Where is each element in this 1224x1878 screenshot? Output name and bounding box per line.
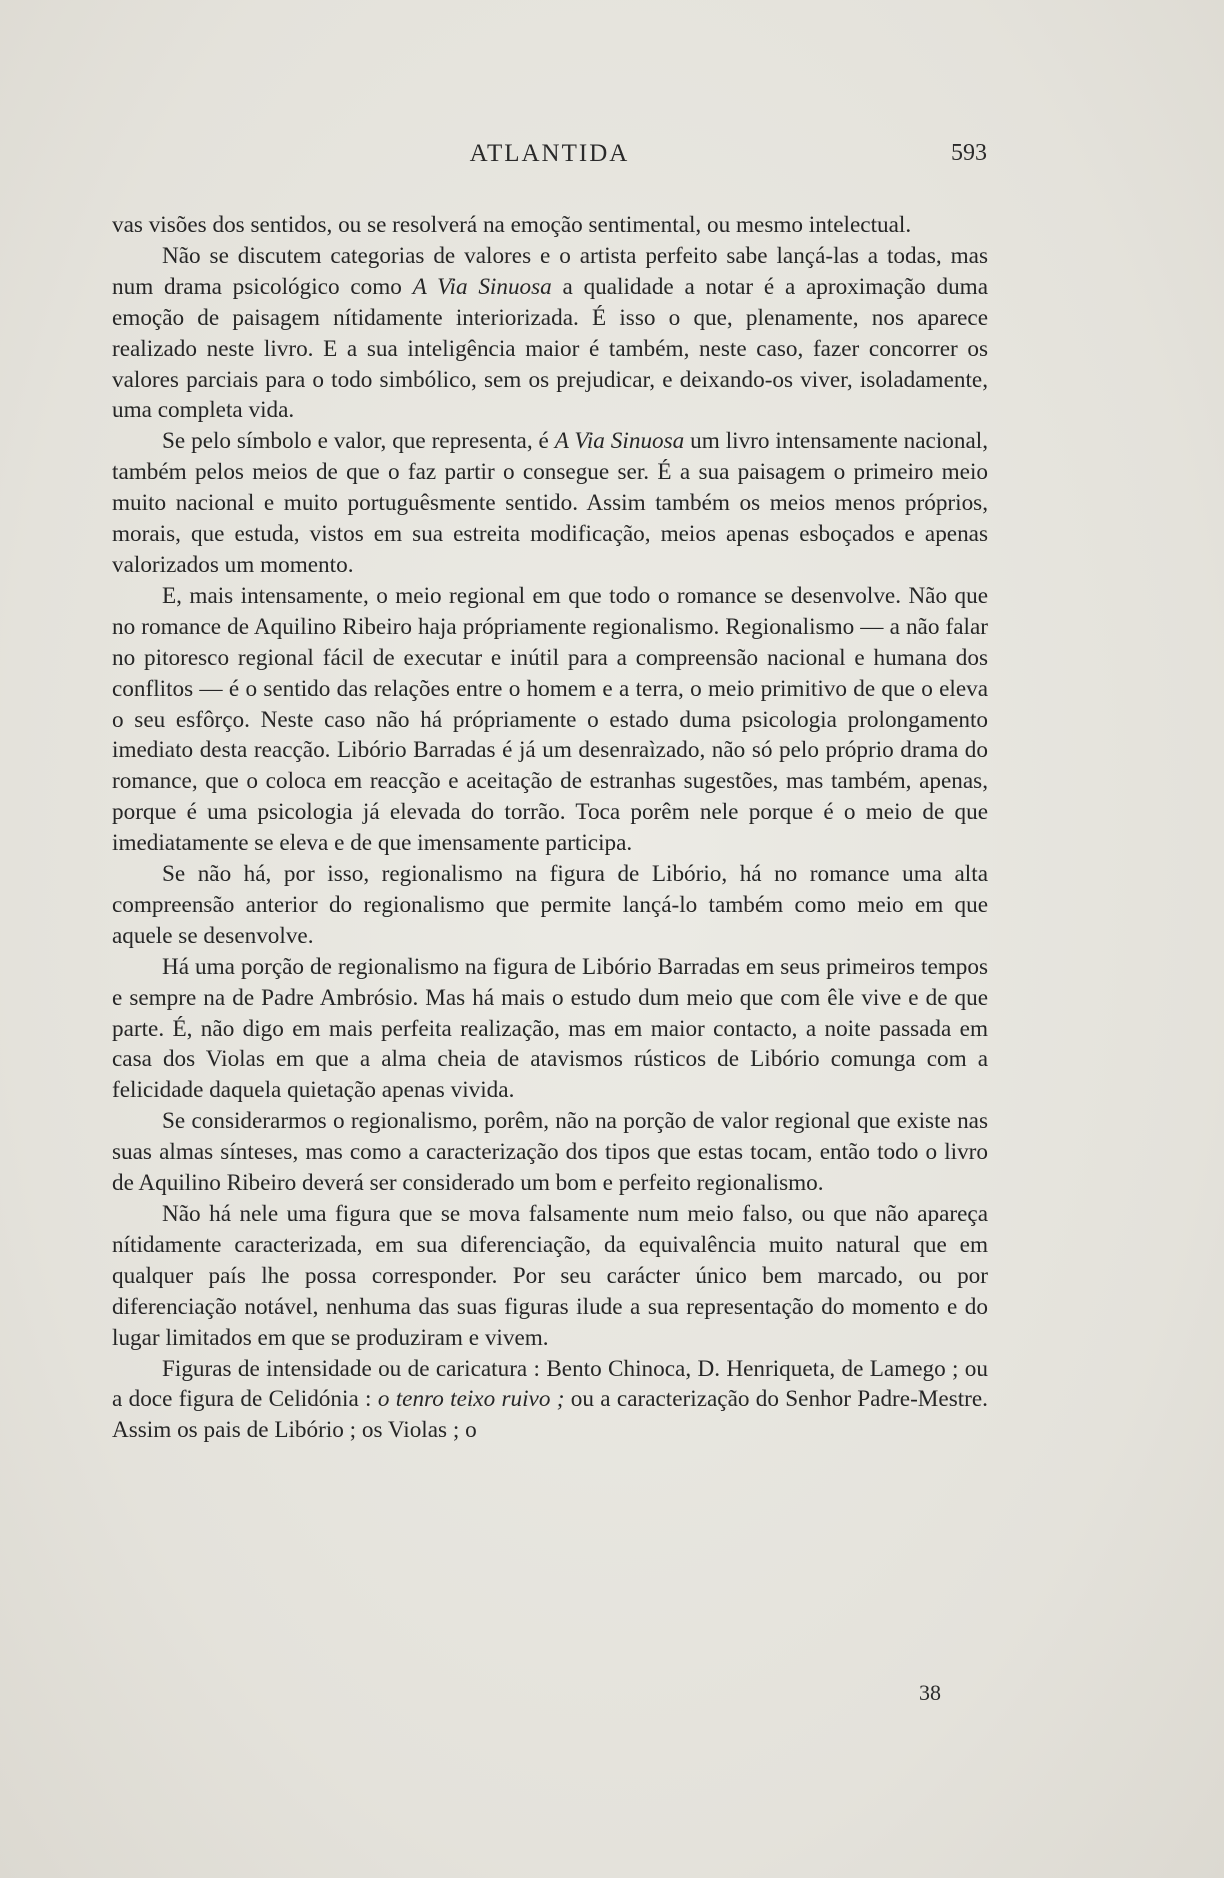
- paragraph: [112, 210, 988, 241]
- paragraph: [112, 1199, 988, 1354]
- book-title: A Via Sinuosa: [554, 428, 685, 455]
- paragraph-text: vas visões dos sentidos, ou se resolverá na emoção sentimental, ou mesmo intelectual.: [112, 212, 912, 238]
- paragraph-text: Não há nele uma figura que se mova falsamente num meio falso, ou que não apareça nítidamente caracterizada, em sua diferenciação, da equivalência muito natural que em qualquer país lhe possa corresponder. Por seu carácter único bem marcado, ou por diferenciação notável, nenhuma das suas figuras ilude a sua representação do momento e do lugar limitados em que se produziram e vivem.: [112, 1201, 988, 1351]
- paragraph-text: Há uma porção de regionalismo na figura de Libório Barradas em seus primeiros tempos e sempre na de Padre Ambrósio. Mas há mais o estudo dum meio que com êle vive e de que parte. É, não digo em mais perfeita realização, mas em maior contacto, a noite passada em casa dos Violas em que a alma cheia de atavismos rústicos de Libório comunga com a felicidade daquela quietação apenas vivida.: [112, 953, 988, 1104]
- running-title: ATLANTIDA: [469, 140, 630, 167]
- body-text: [112, 210, 988, 1446]
- paragraph: [112, 581, 988, 859]
- page-number: 593: [951, 140, 987, 166]
- paragraph-text: E, mais intensamente, o meio regional em que todo o romance se desenvolve. Não que no romance de Aquilino Ribeiro haja própriamente regionalismo. Regionalismo — a não falar no pitoresco regional fácil de executar e inútil para a compreensão nacional e humana dos conflitos — é o sentido das relações entre o homem e a terra, o meio primitivo de que o eleva o seu esfôrço. Neste caso não há própriamente o estado duma psicologia prolongamento imediato desta reacção. Libório Barradas é já um desenraìzado, não só pelo próprio drama do romance, que o coloca em reacção e aceitação de estranhas sugestões, mas também, apenas, porque é uma psicologia já elevada do torrão. Toca porêm nele porque é o meio de que imediatamente se eleva e de que imensamente participa.: [112, 582, 988, 857]
- paragraph: [112, 1106, 988, 1199]
- paragraph-text: um livro intensamente nacional, também pelos meios de que o faz partir o consegue ser. É a sua paisagem o primeiro meio muito nacional e muito portuguêsmente sentido. Assim também os meios menos próprios, morais, que estuda, vistos em sua estreita modificação, meios apenas esboçados e apenas valorizados um momento.: [112, 428, 988, 578]
- paragraph: [112, 1354, 988, 1447]
- paragraph: [112, 952, 988, 1107]
- signature-mark: 38: [919, 1680, 941, 1705]
- paragraph-text: ou a caracterização do Senhor Padre-Mestre. Assim os pais de Libório ; os Violas ; o: [112, 1386, 988, 1444]
- paragraph-text: Se pelo símbolo e valor, que representa, é: [162, 428, 555, 455]
- paragraph: [112, 241, 988, 426]
- paragraph-text: Figuras de intensidade ou de caricatura : Bento Chinoca, D. Henriqueta, de Lamego ; ou a doce figura de Celidónia :: [112, 1355, 988, 1413]
- paragraph-text: a qualidade a notar é a aproximação duma emoção de paisagem nítidamente interiorizada. É isso o que, plenamente, nos aparece realizado neste livro. E a sua inteligência maior é também, neste caso, fazer concorrer os valores parciais para o todo simbólico, sem os prejudicar, e deixando-os viver, isoladamente, uma completa vida.: [112, 273, 988, 424]
- paragraph: [112, 859, 988, 952]
- paragraph-text: Não se discutem categorias de valores e o artista perfeito sabe lançá-las a todas, mas num drama psicológico como: [112, 242, 988, 300]
- quoted-phrase: o tenro teixo ruivo ;: [377, 1386, 565, 1413]
- running-header: [112, 140, 987, 180]
- paragraph-text: Se considerarmos o regionalismo, porêm, não na porção de valor regional que existe nas suas almas sínteses, mas como a caracterização dos tipos que estas tocam, então todo o livro de Aquilino Ribeiro deverá ser considerado um bom e perfeito regionalismo.: [112, 1108, 988, 1197]
- paragraph: [112, 426, 988, 581]
- book-title: A Via Sinuosa: [412, 273, 552, 300]
- paragraph-text: Se não há, por isso, regionalismo na figura de Libório, há no romance uma alta compreensão anterior do regionalismo que permite lançá-lo também como meio em que aquele se desenvolve.: [112, 861, 988, 949]
